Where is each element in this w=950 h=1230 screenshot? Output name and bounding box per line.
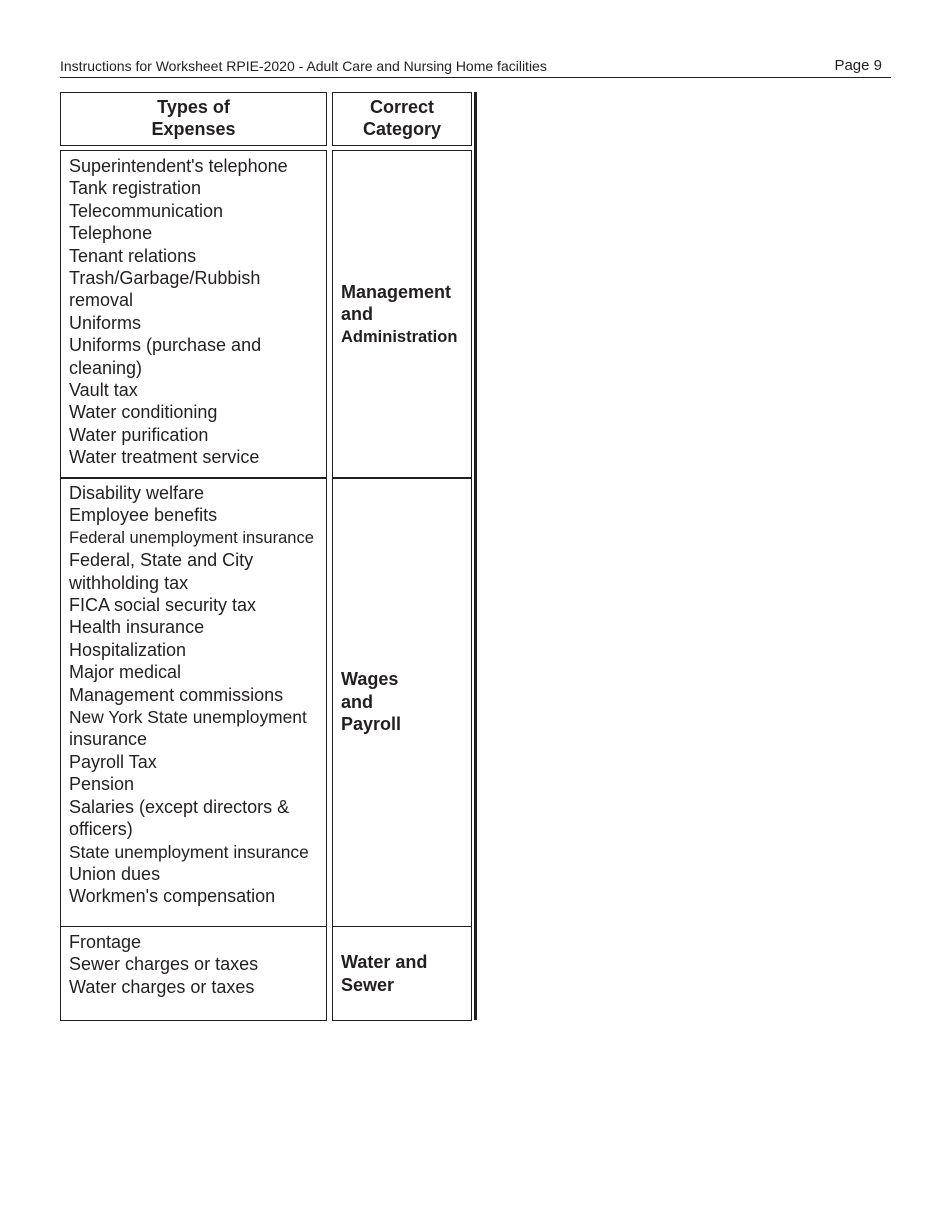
expense-item: Health insurance [69, 617, 205, 638]
category-line: Sewer [341, 974, 395, 995]
expense-list-management [60, 150, 327, 479]
expense-item: Sewer charges or taxes [69, 954, 259, 975]
category-water-and-sewer [332, 926, 472, 1021]
header-divider [60, 77, 891, 78]
expense-item: Hospitalization [69, 639, 187, 660]
expense-list-wages [60, 477, 327, 927]
category-label [341, 668, 401, 735]
expense-item: Tank registration [69, 178, 202, 199]
expense-list-water-sewer [60, 926, 327, 1021]
expense-item: New York State unemployment [69, 707, 307, 728]
expense-item: Water purification [69, 424, 209, 445]
expense-item: Superintendent's telephone [69, 156, 288, 176]
expense-item: Management commissions [69, 684, 284, 705]
expense-item: Vault tax [69, 380, 138, 401]
column-header-line: Correct [369, 97, 435, 117]
column-header-line: Category [362, 119, 442, 139]
expense-item: Uniforms (purchase and [69, 335, 262, 356]
expense-item: Tenant relations [69, 245, 197, 266]
expense-item: Employee benefits [69, 505, 218, 526]
expense-item: Salaries (except directors & [69, 796, 290, 817]
expense-item: Pension [69, 774, 135, 795]
category-line: Administration [341, 327, 458, 346]
expense-item: Disability welfare [69, 483, 205, 503]
expense-item: Union dues [69, 863, 161, 884]
expense-item: insurance [69, 729, 148, 750]
expense-item: FICA social security tax [69, 595, 257, 616]
expense-item: Payroll Tax [69, 751, 157, 772]
category-line: and [341, 304, 374, 325]
expense-item: Frontage [69, 932, 142, 952]
expense-item: Telephone [69, 223, 153, 244]
table-right-border [474, 92, 477, 1020]
expense-item: removal [69, 290, 134, 311]
expense-item: Federal unemployment insurance [69, 528, 314, 547]
expense-item: Major medical [69, 662, 182, 683]
category-line: and [341, 691, 374, 712]
category-line: Management [341, 281, 452, 302]
category-wages-and-payroll [332, 477, 472, 927]
expense-item: Water conditioning [69, 402, 218, 423]
expense-item: withholding tax [69, 572, 189, 593]
expense-item: Workmen's compensation [69, 886, 276, 907]
category-line: Wages [341, 669, 399, 690]
expense-item: Federal, State and City [69, 550, 254, 571]
expense-item: Trash/Garbage/Rubbish [69, 268, 261, 289]
category-line: Payroll [341, 714, 402, 735]
document-header-title: Instructions for Worksheet RPIE-2020 - Adult Care and Nursing Home facilities [60, 58, 547, 74]
category-management-and-administration [332, 150, 472, 479]
page-number: Page 9 [834, 57, 882, 74]
column-header-line: Expenses [151, 119, 236, 139]
category-label [341, 281, 457, 348]
expense-item: Telecommunication [69, 200, 224, 221]
expense-item: Water charges or taxes [69, 976, 255, 997]
expense-item: Uniforms [69, 312, 142, 333]
category-line: Water and [341, 952, 428, 973]
column-header-types-of-expenses [60, 92, 327, 146]
column-header-line: Types of [157, 97, 230, 117]
expense-item: officers) [69, 819, 133, 840]
expense-item: cleaning) [69, 357, 143, 378]
category-label [341, 951, 427, 996]
expense-item: Water treatment service [69, 447, 260, 468]
expense-item: State unemployment insurance [69, 841, 309, 862]
column-header-correct-category [332, 92, 472, 146]
